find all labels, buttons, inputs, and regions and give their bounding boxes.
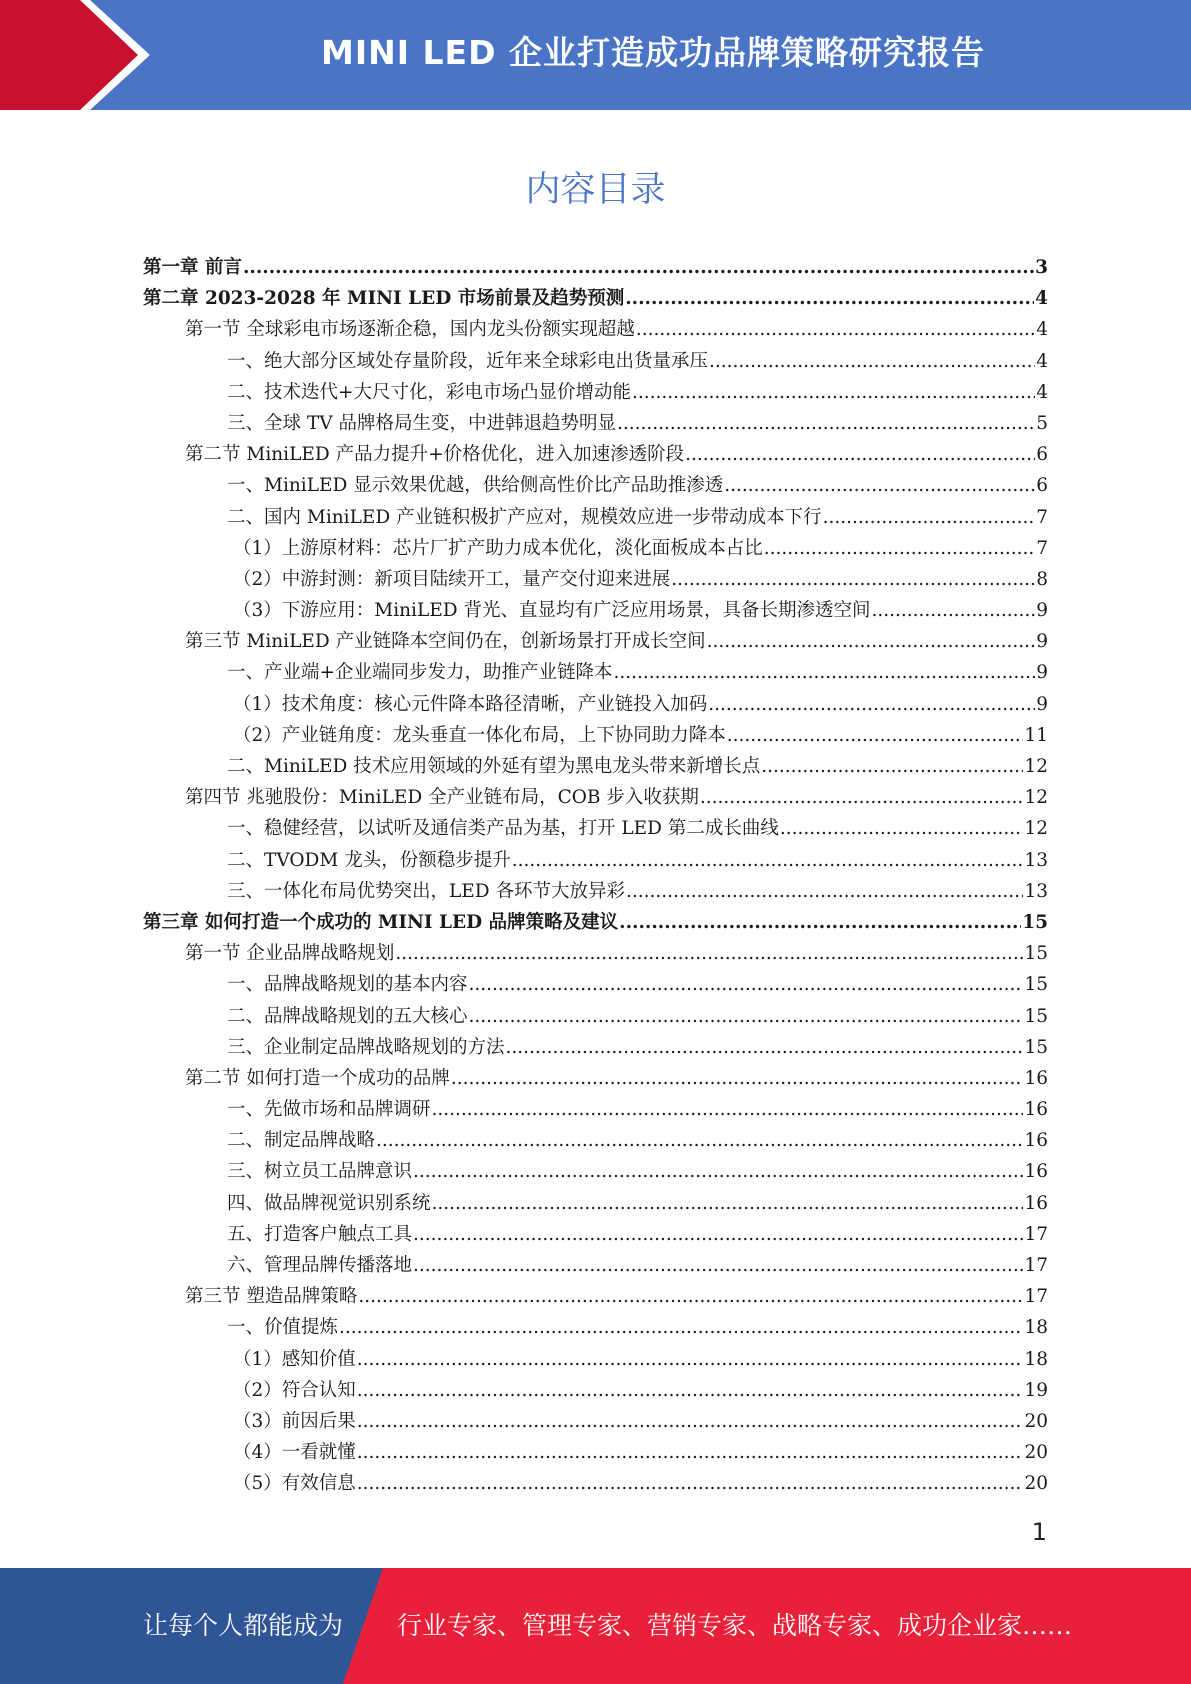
toc-dot-leader bbox=[469, 974, 1024, 995]
toc-dot-leader bbox=[339, 1317, 1023, 1338]
toc-entry[interactable] bbox=[143, 1157, 1048, 1188]
toc-entry[interactable] bbox=[143, 1033, 1048, 1064]
table-of-contents bbox=[143, 253, 1048, 1501]
toc-entry-page: 13 bbox=[1024, 880, 1048, 902]
toc-entry-title: （1）技术角度：核心元件降本路径清晰，产业链投入加码 bbox=[233, 693, 708, 715]
toc-dot-leader bbox=[709, 351, 1035, 372]
toc-dot-leader bbox=[823, 507, 1036, 528]
toc-entry[interactable] bbox=[143, 1282, 1048, 1313]
toc-entry-page: 20 bbox=[1024, 1473, 1048, 1495]
toc-entry-title: 六、管理品牌传播落地 bbox=[227, 1255, 413, 1276]
toc-entry-title: 一、品牌战略规划的基本内容 bbox=[227, 974, 468, 996]
toc-entry[interactable] bbox=[143, 596, 1048, 627]
toc-entry[interactable] bbox=[143, 1189, 1048, 1220]
toc-entry[interactable] bbox=[143, 690, 1048, 721]
toc-dot-leader bbox=[506, 1037, 1024, 1058]
toc-entry-title: 一、MiniLED 显示效果优越，供给侧高性价比产品助推渗透 bbox=[227, 475, 724, 497]
toc-dot-leader bbox=[619, 912, 1021, 933]
toc-entry[interactable] bbox=[143, 1002, 1048, 1033]
toc-entry[interactable] bbox=[143, 658, 1048, 689]
toc-dot-leader bbox=[357, 1349, 1024, 1370]
toc-entry-page: 16 bbox=[1024, 1099, 1048, 1121]
toc-entry-page: 9 bbox=[1036, 662, 1048, 684]
toc-entry-page: 16 bbox=[1024, 1130, 1048, 1152]
toc-entry-page: 15 bbox=[1024, 1036, 1048, 1058]
toc-entry-title: 三、一体化布局优势突出，LED 各环节大放异彩 bbox=[227, 880, 626, 902]
toc-entry[interactable] bbox=[143, 1469, 1048, 1500]
toc-entry-page: 18 bbox=[1024, 1317, 1048, 1339]
toc-dot-leader bbox=[512, 850, 1024, 871]
toc-dot-leader bbox=[432, 1099, 1024, 1120]
toc-entry[interactable] bbox=[143, 534, 1048, 565]
toc-dot-leader bbox=[761, 756, 1023, 777]
toc-entry[interactable] bbox=[143, 1095, 1048, 1126]
toc-dot-leader bbox=[636, 319, 1035, 340]
toc-entry-title: （2）产业链角度：龙头垂直一体化布局，上下协同助力降本 bbox=[233, 724, 726, 746]
toc-entry-page: 6 bbox=[1036, 444, 1048, 466]
toc-entry-page: 20 bbox=[1024, 1442, 1048, 1464]
toc-dot-leader bbox=[724, 475, 1035, 496]
toc-entry-page: 9 bbox=[1036, 600, 1048, 622]
toc-entry[interactable] bbox=[143, 1220, 1048, 1251]
toc-entry-page: 19 bbox=[1024, 1379, 1048, 1401]
red-arrow-decoration bbox=[0, 0, 160, 110]
toc-entry-title: 二、品牌战略规划的五大核心 bbox=[227, 1005, 468, 1027]
toc-entry-title: 第一节 全球彩电市场逐渐企稳，国内龙头份额实现超越 bbox=[185, 319, 635, 341]
toc-entry-page: 15 bbox=[1024, 943, 1048, 965]
toc-entry-title: 三、企业制定品牌战略规划的方法 bbox=[227, 1036, 505, 1058]
toc-entry-page: 13 bbox=[1024, 849, 1048, 871]
toc-entry[interactable] bbox=[143, 347, 1048, 378]
toc-entry-title: 第三节 塑造品牌策略 bbox=[185, 1286, 358, 1308]
toc-dot-leader bbox=[708, 694, 1035, 715]
header-banner bbox=[0, 0, 1191, 110]
toc-dot-leader bbox=[780, 818, 1024, 839]
toc-entry-title: 第二章 2023-2028 年 MINI LED 市场前景及趋势预测 bbox=[143, 288, 625, 310]
toc-dot-leader bbox=[413, 1224, 1023, 1245]
toc-dot-leader bbox=[357, 1473, 1024, 1494]
footer-banner bbox=[0, 1568, 1191, 1684]
toc-entry-page: 4 bbox=[1036, 381, 1048, 403]
toc-entry[interactable] bbox=[143, 1313, 1048, 1344]
toc-entry-title: 第一章 前言 bbox=[143, 257, 242, 278]
toc-entry-title: 二、TVODM 龙头，份额稳步提升 bbox=[227, 849, 511, 871]
toc-entry-title: （4）一看就懂 bbox=[233, 1442, 356, 1464]
toc-entry[interactable] bbox=[143, 939, 1048, 970]
toc-entry[interactable] bbox=[143, 1126, 1048, 1157]
toc-entry-page: 15 bbox=[1022, 911, 1048, 933]
toc-entry[interactable] bbox=[143, 783, 1048, 814]
toc-dot-leader bbox=[707, 631, 1036, 652]
toc-dot-leader bbox=[700, 787, 1024, 808]
toc-entry-page: 7 bbox=[1036, 506, 1048, 528]
toc-entry-page: 9 bbox=[1036, 693, 1048, 715]
toc-entry[interactable] bbox=[143, 440, 1048, 471]
toc-dot-leader bbox=[451, 1068, 1024, 1089]
toc-entry-title: 二、技术迭代+大尺寸化，彩电市场凸显价增动能 bbox=[227, 381, 632, 403]
toc-entry[interactable] bbox=[143, 970, 1048, 1001]
toc-dot-leader bbox=[685, 444, 1035, 465]
toc-entry[interactable] bbox=[143, 471, 1048, 502]
toc-entry-page: 8 bbox=[1036, 568, 1048, 590]
footer-slogan-right: 行业专家、管理专家、营销专家、战略专家、成功企业家…… bbox=[397, 1611, 1073, 1640]
toc-entry-title: 二、MiniLED 技术应用领域的外延有望为黑电龙头带来新增长点 bbox=[227, 756, 761, 777]
toc-dot-leader bbox=[671, 569, 1035, 590]
toc-entry-title: （3）前因后果 bbox=[233, 1410, 356, 1432]
toc-entry-title: 二、制定品牌战略 bbox=[227, 1130, 376, 1152]
toc-entry-page: 4 bbox=[1036, 350, 1048, 372]
toc-entry[interactable] bbox=[143, 1251, 1048, 1282]
toc-entry-title: 第二节 MiniLED 产品力提升+价格优化，进入加速渗透阶段 bbox=[185, 444, 685, 466]
toc-entry-title: 二、国内 MiniLED 产业链积极扩产应对，规模效应进一步带动成本下行 bbox=[227, 506, 822, 528]
toc-dot-leader bbox=[376, 1130, 1023, 1151]
toc-entry-page: 7 bbox=[1036, 537, 1048, 559]
toc-entry-page: 6 bbox=[1036, 475, 1048, 497]
toc-entry-title: 一、价值提炼 bbox=[227, 1317, 339, 1339]
toc-entry[interactable] bbox=[143, 1064, 1048, 1095]
toc-entry-title: （5）有效信息 bbox=[233, 1473, 356, 1495]
report-title: MINI LED 企业打造成功品牌策略研究报告 bbox=[321, 33, 985, 72]
toc-dot-leader bbox=[395, 943, 1023, 964]
toc-entry[interactable] bbox=[143, 1345, 1048, 1376]
toc-entry[interactable] bbox=[143, 1376, 1048, 1407]
toc-entry[interactable] bbox=[143, 1407, 1048, 1438]
toc-entry-page: 12 bbox=[1024, 756, 1048, 777]
toc-dot-leader bbox=[626, 881, 1023, 902]
toc-entry-page: 3 bbox=[1035, 257, 1048, 278]
toc-entry-page: 16 bbox=[1024, 1067, 1048, 1089]
toc-entry-title: （2）符合认知 bbox=[233, 1379, 356, 1401]
toc-entry-title: 三、全球 TV 品牌格局生变，中进韩退趋势明显 bbox=[227, 412, 616, 434]
toc-entry-page: 12 bbox=[1024, 818, 1048, 840]
toc-dot-leader bbox=[243, 257, 1034, 278]
toc-entry-page: 4 bbox=[1036, 319, 1048, 341]
toc-entry[interactable] bbox=[143, 721, 1048, 752]
toc-dot-leader bbox=[764, 538, 1035, 559]
toc-entry-title: 第四节 兆驰股份：MiniLED 全产业链布局，COB 步入收获期 bbox=[185, 787, 699, 809]
toc-entry-page: 16 bbox=[1024, 1192, 1048, 1214]
toc-entry-page: 11 bbox=[1024, 724, 1048, 746]
toc-entry[interactable] bbox=[143, 846, 1048, 877]
toc-dot-leader bbox=[413, 1161, 1023, 1182]
toc-dot-leader bbox=[871, 600, 1035, 621]
toc-entry-title: （1）上游原材料：芯片厂扩产助力成本优化，淡化面板成本占比 bbox=[233, 537, 763, 559]
toc-dot-leader bbox=[625, 288, 1034, 309]
toc-entry[interactable] bbox=[143, 378, 1048, 409]
toc-entry-title: 一、产业端+企业端同步发力，助推产业链降本 bbox=[227, 662, 613, 684]
toc-entry-title: 四、做品牌视觉识别系统 bbox=[227, 1192, 431, 1214]
toc-dot-leader bbox=[614, 662, 1036, 683]
toc-entry-page: 15 bbox=[1024, 974, 1048, 996]
toc-entry-page: 15 bbox=[1024, 1005, 1048, 1027]
toc-dot-leader bbox=[357, 1411, 1024, 1432]
toc-entry-page: 12 bbox=[1024, 787, 1048, 809]
toc-dot-leader bbox=[432, 1193, 1024, 1214]
toc-dot-leader bbox=[357, 1442, 1024, 1463]
toc-entry-title: 一、稳健经营，以试听及通信类产品为基，打开 LED 第二成长曲线 bbox=[227, 818, 779, 840]
toc-entry-title: 第三节 MiniLED 产业链降本空间仍在，创新场景打开成长空间 bbox=[185, 631, 706, 653]
toc-entry-title: 五、打造客户触点工具 bbox=[227, 1223, 413, 1245]
toc-entry[interactable] bbox=[143, 315, 1048, 346]
toc-dot-leader bbox=[358, 1286, 1023, 1307]
toc-entry-page: 17 bbox=[1024, 1286, 1048, 1308]
toc-entry-title: （1）感知价值 bbox=[233, 1348, 356, 1370]
toc-entry-page: 20 bbox=[1024, 1410, 1048, 1432]
toc-entry-page: 16 bbox=[1024, 1161, 1048, 1183]
toc-entry-title: 一、绝大部分区域处存量阶段，近年来全球彩电出货量承压 bbox=[227, 350, 709, 372]
toc-entry[interactable] bbox=[143, 409, 1048, 440]
toc-entry[interactable] bbox=[143, 877, 1048, 908]
toc-entry[interactable] bbox=[143, 814, 1048, 845]
toc-dot-leader bbox=[617, 413, 1035, 434]
toc-entry-page: 5 bbox=[1036, 412, 1048, 434]
toc-entry-page: 4 bbox=[1035, 288, 1048, 310]
toc-entry-page: 9 bbox=[1036, 631, 1048, 653]
toc-entry-title: 一、先做市场和品牌调研 bbox=[227, 1099, 431, 1121]
toc-entry-title: （2）中游封测：新项目陆续开工，量产交付迎来进展 bbox=[233, 568, 671, 590]
toc-entry-title: 第二节 如何打造一个成功的品牌 bbox=[185, 1067, 450, 1089]
toc-dot-leader bbox=[413, 1255, 1023, 1276]
page-number: 1 bbox=[1031, 1518, 1047, 1546]
toc-entry[interactable] bbox=[143, 627, 1048, 658]
toc-entry-title: 三、树立员工品牌意识 bbox=[227, 1161, 413, 1183]
toc-entry-title: （3）下游应用：MiniLED 背光、直显均有广泛应用场景，具备长期渗透空间 bbox=[233, 600, 871, 622]
toc-entry[interactable] bbox=[143, 253, 1048, 284]
toc-entry-title: 第三章 如何打造一个成功的 MINI LED 品牌策略及建议 bbox=[143, 911, 619, 933]
toc-heading: 内容目录 bbox=[525, 170, 666, 210]
toc-entry[interactable] bbox=[143, 908, 1048, 939]
toc-dot-leader bbox=[632, 382, 1035, 403]
toc-dot-leader bbox=[469, 1006, 1024, 1027]
toc-entry[interactable] bbox=[143, 565, 1048, 596]
toc-entry-title: 第一节 企业品牌战略规划 bbox=[185, 943, 395, 965]
toc-entry-page: 17 bbox=[1024, 1255, 1048, 1276]
toc-dot-leader bbox=[727, 725, 1024, 746]
footer-slogan-left: 让每个人都能成为 bbox=[143, 1611, 344, 1640]
toc-entry[interactable] bbox=[143, 752, 1048, 783]
toc-entry-page: 18 bbox=[1024, 1348, 1048, 1370]
toc-entry[interactable] bbox=[143, 503, 1048, 534]
toc-dot-leader bbox=[357, 1380, 1024, 1401]
toc-entry[interactable] bbox=[143, 284, 1048, 315]
toc-entry[interactable] bbox=[143, 1438, 1048, 1469]
toc-entry-page: 17 bbox=[1024, 1223, 1048, 1245]
